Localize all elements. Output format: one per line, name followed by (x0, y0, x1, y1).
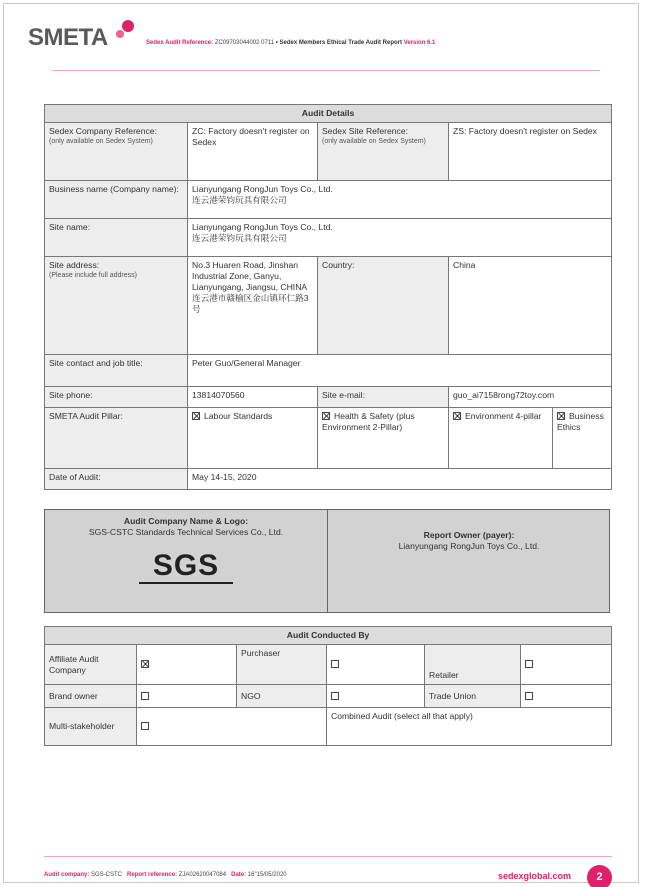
audit-company-value: SGS-CSTC Standards Technical Services Co., Ltd. (88, 527, 284, 537)
affiliate-label: Affiliate Audit Company (45, 645, 137, 685)
report-owner-value: Lianyungang RongJun Toys Co., Ltd. (398, 541, 540, 551)
report-owner-label: Report Owner (payer): (423, 530, 515, 540)
brand-owner-checkbox[interactable] (141, 692, 149, 700)
multi-stakeholder-label: Multi-stakeholder (45, 708, 137, 746)
site-name-label: Site name: (45, 219, 188, 257)
footer-line: Audit company: SGS-CSTC Report reference: ZJA02620047084 Date: 16"15/05/2020 (44, 872, 287, 878)
pillar-health-safety[interactable]: Health & Safety (plus Environment 2-Pillar) (318, 408, 449, 469)
environment-checkbox[interactable] (453, 412, 461, 420)
pillar-labour[interactable]: Labour Standards (188, 408, 318, 469)
business-name-label: Business name (Company name): (45, 181, 188, 219)
audit-details-table (44, 104, 612, 490)
purchaser-checkbox[interactable] (331, 660, 339, 668)
retailer-checkbox[interactable] (525, 660, 533, 668)
multi-stakeholder-checkbox[interactable] (141, 722, 149, 730)
combined-audit-label: Combined Audit (select all that apply) (327, 708, 612, 746)
date-value: May 14-15, 2020 (188, 469, 612, 490)
ngo-checkbox[interactable] (331, 692, 339, 700)
report-owner-cell (328, 510, 610, 612)
date-label: Date of Audit: (45, 469, 188, 490)
email-value: guo_ai7158rong72toy.com (449, 387, 612, 408)
report-page (3, 3, 639, 883)
labour-checkbox[interactable] (192, 412, 200, 420)
ngo-label: NGO (237, 685, 327, 708)
smeta-logo: SMETA (28, 24, 108, 51)
audit-company-cell (45, 510, 328, 612)
site-ref-label: Sedex Site Reference: (only available on Sedex System) (318, 123, 449, 181)
audit-company-block (44, 509, 610, 613)
company-ref-label: Sedex Company Reference: (only available on Sedex System) (45, 123, 188, 181)
header-ref-label: Sedex Audit Reference: (146, 40, 214, 46)
site-ref-value: ZS: Factory doesn't register on Sedex (449, 123, 612, 181)
audit-details-title: Audit Details (45, 105, 612, 123)
pillar-label: SMETA Audit Pillar: (45, 408, 188, 469)
pillar-environment[interactable]: Environment 4-pillar (449, 408, 553, 469)
footer-divider (44, 856, 612, 857)
country-value: China (449, 257, 612, 355)
multi-stakeholder-check-cell[interactable] (137, 708, 327, 746)
health-safety-checkbox[interactable] (322, 412, 330, 420)
logo-dot-small-icon (116, 30, 124, 38)
affiliate-check-cell[interactable] (137, 645, 237, 685)
email-label: Site e-mail: (318, 387, 449, 408)
header-line (146, 40, 435, 46)
contact-label: Site contact and job title: (45, 355, 188, 387)
brand-owner-check-cell[interactable] (137, 685, 237, 708)
header-title: • Sedex Members Ethical Trade Audit Report (275, 40, 403, 46)
business-ethics-checkbox[interactable] (557, 412, 565, 420)
company-ref-value: ZC: Factory doesn't register on Sedex (188, 123, 318, 181)
trade-union-label: Trade Union (425, 685, 521, 708)
purchaser-check-cell[interactable] (327, 645, 425, 685)
logo-dot-icon (122, 20, 134, 32)
pillar-business-ethics[interactable]: Business Ethics (553, 408, 612, 469)
purchaser-label: Purchaser (237, 645, 327, 685)
contact-value: Peter Guo/General Manager (188, 355, 612, 387)
site-name-value: Lianyungang RongJun Toys Co., Ltd. 连云港荣钧玩具有限公司 (188, 219, 612, 257)
business-name-value: Lianyungang RongJun Toys Co., Ltd. 连云港荣钧玩具有限公司 (188, 181, 612, 219)
trade-union-checkbox[interactable] (525, 692, 533, 700)
affiliate-checkbox[interactable] (141, 660, 149, 668)
phone-value: 13814070560 (188, 387, 318, 408)
audit-conducted-title: Audit Conducted By (45, 627, 612, 645)
country-label: Country: (318, 257, 449, 355)
header-ref-value: ZC09703044002 0711 (214, 40, 275, 46)
header-divider (52, 70, 600, 71)
audit-conducted-table (44, 626, 612, 746)
ngo-check-cell[interactable] (327, 685, 425, 708)
header-version: Version 6.1 (403, 40, 436, 46)
site-address-value: No.3 Huaren Road, Jinshan Industrial Zone, Ganyu, Lianyungang, Jiangsu, CHINA 连云港市赣榆区金山镇环仁路3号 (188, 257, 318, 355)
site-address-label: Site address: (Please include full address) (45, 257, 188, 355)
sgs-logo: SGS (139, 550, 233, 584)
footer-website-link[interactable]: sedexglobal.com (498, 871, 572, 881)
retailer-label: Retailer (425, 645, 521, 685)
retailer-check-cell[interactable] (521, 645, 612, 685)
audit-company-label: Audit Company Name & Logo: (123, 516, 249, 526)
page-number-badge: 2 (587, 865, 612, 887)
brand-owner-label: Brand owner (45, 685, 137, 708)
trade-union-check-cell[interactable] (521, 685, 612, 708)
phone-label: Site phone: (45, 387, 188, 408)
